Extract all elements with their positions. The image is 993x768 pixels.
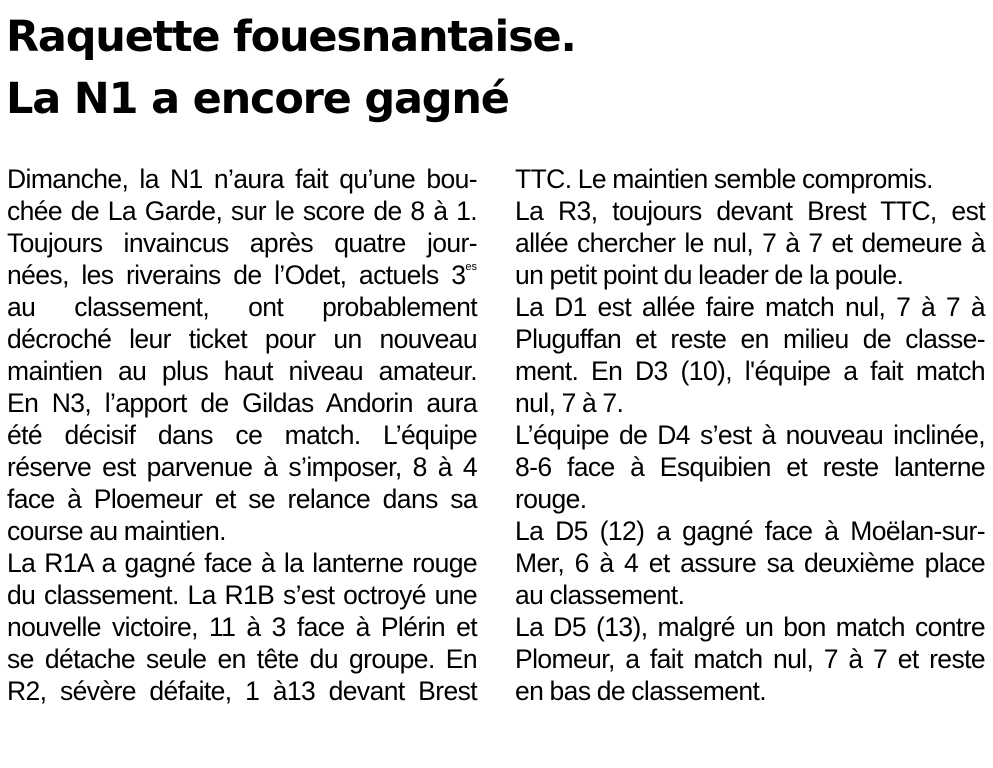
text-line-main: nées, les riverains de l’Odet, actuels 3: [7, 260, 466, 290]
text-line: La D5 (13), malgré un bon match contre: [515, 612, 985, 642]
article-column-left: [7, 163, 477, 707]
article-column-right: [515, 163, 985, 707]
text-line: La R1A a gagné face à la lanterne rouge: [7, 548, 477, 578]
text-line: se détache seule en tête du groupe. En: [7, 644, 477, 674]
text-line: course au maintien.: [7, 516, 226, 546]
text-line: face à Ploemeur et se relance dans sa: [7, 484, 477, 514]
text-line: nouvelle victoire, 11 à 3 face à Plérin et: [7, 612, 477, 642]
text-line: maintien au plus haut niveau amateur.: [7, 356, 477, 386]
ordinal-suffix: es: [465, 261, 477, 273]
text-line: nul, 7 à 7.: [515, 388, 624, 418]
text-line: au classement.: [515, 580, 685, 610]
text-line-with-ordinal: [7, 259, 477, 291]
headline-line-1: Raquette fouesnantaise.: [6, 12, 576, 62]
text-line: été décisif dans ce match. L’équipe: [7, 420, 477, 450]
article-headline: [6, 6, 986, 130]
text-line: un petit point du leader de la poule.: [515, 260, 904, 290]
text-line: 8-6 face à Esquibien et reste lanterne: [515, 452, 985, 482]
text-line: TTC. Le maintien semble compromis.: [515, 164, 933, 194]
text-line: chée de La Garde, sur le score de 8 à 1.: [7, 196, 477, 226]
text-line: R2, sévère défaite, 1 à13 devant Brest: [7, 676, 477, 706]
text-line: réserve est parvenue à s’imposer, 8 à 4: [7, 452, 477, 482]
text-line: en bas de classement.: [515, 676, 767, 706]
text-line: La D1 est allée faire match nul, 7 à 7 à: [515, 292, 985, 322]
text-line: du classement. La R1B s’est octroyé une: [7, 580, 477, 610]
text-line: allée chercher le nul, 7 à 7 et demeure à: [515, 228, 985, 258]
text-line: Mer, 6 à 4 et assure sa deuxième place: [515, 548, 985, 578]
text-line: Toujours invaincus après quatre jour-: [7, 228, 477, 258]
text-line: En N3, l’apport de Gildas Andorin aura: [7, 388, 477, 418]
text-line: rouge.: [515, 484, 587, 514]
headline-line-2: La N1 a encore gagné: [6, 74, 509, 124]
text-line: Plomeur, a fait match nul, 7 à 7 et reste: [515, 644, 985, 674]
text-line: décroché leur ticket pour un nouveau: [7, 324, 477, 354]
text-line: L’équipe de D4 s’est à nouveau inclinée,: [515, 420, 985, 450]
text-line: La R3, toujours devant Brest TTC, est: [515, 196, 985, 226]
text-line: au classement, ont probablement: [7, 292, 477, 322]
text-line: ment. En D3 (10), l'équipe a fait match: [515, 356, 985, 386]
text-line: Pluguffan et reste en milieu de classe-: [515, 324, 985, 354]
text-line: Dimanche, la N1 n’aura fait qu’une bou-: [7, 164, 477, 194]
text-line: La D5 (12) a gagné face à Moëlan-sur-: [515, 516, 985, 546]
